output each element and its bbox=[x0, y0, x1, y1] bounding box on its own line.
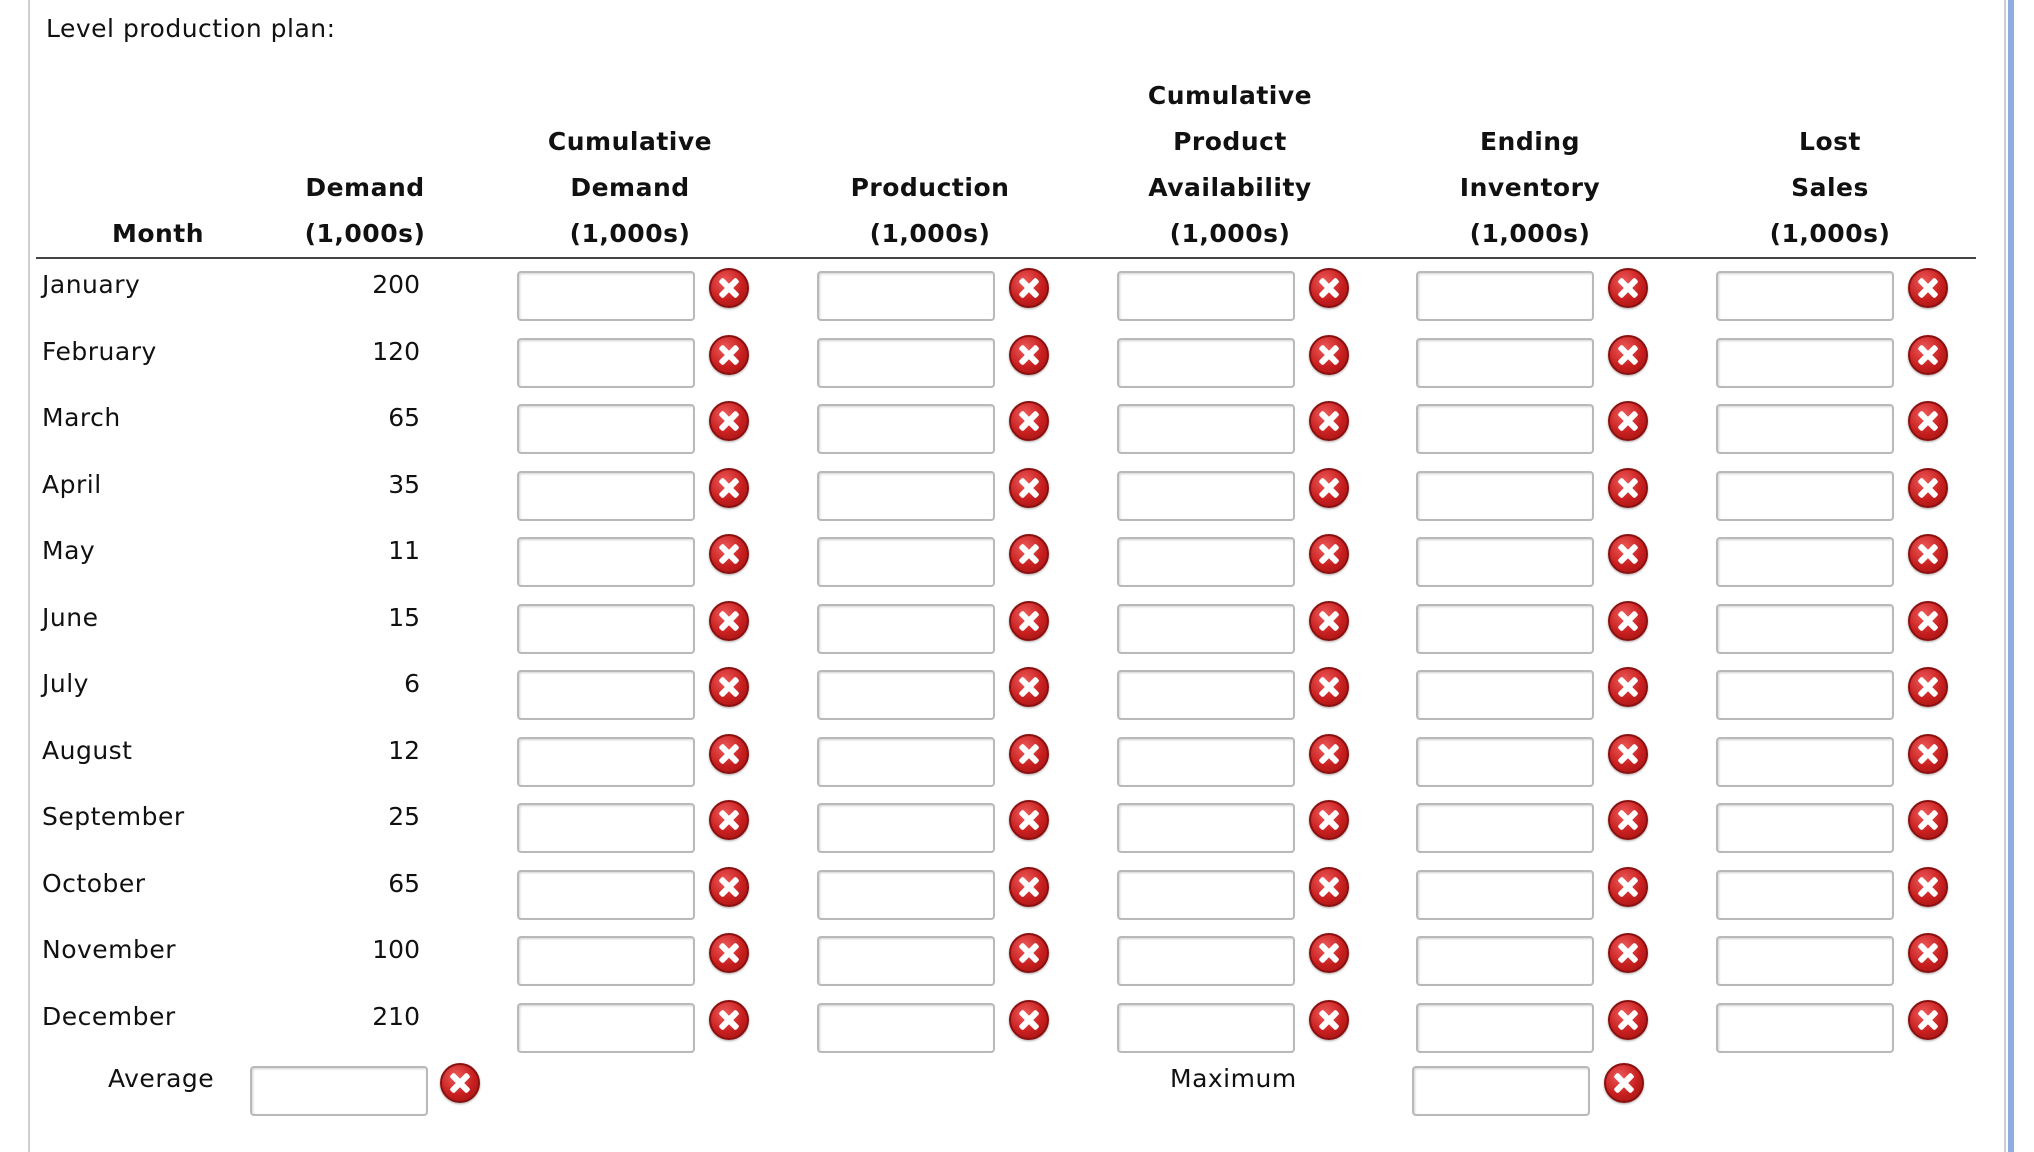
incorrect-x-icon bbox=[1608, 335, 1648, 375]
demand-value: 210 bbox=[372, 1002, 420, 1031]
demand-value: 15 bbox=[388, 603, 420, 632]
incorrect-x-icon bbox=[1908, 401, 1948, 441]
lost-sales-input[interactable] bbox=[1716, 537, 1894, 587]
incorrect-x-icon bbox=[1009, 734, 1049, 774]
ending-inventory-input[interactable] bbox=[1416, 737, 1594, 787]
incorrect-x-icon bbox=[709, 268, 749, 308]
lost-sales-input[interactable] bbox=[1716, 870, 1894, 920]
incorrect-x-icon bbox=[1908, 734, 1948, 774]
cumulative-availability-input[interactable] bbox=[1117, 271, 1295, 321]
cumulative-demand-input[interactable] bbox=[517, 870, 695, 920]
incorrect-x-icon bbox=[1908, 800, 1948, 840]
incorrect-x-icon bbox=[1608, 667, 1648, 707]
production-input[interactable] bbox=[817, 803, 995, 853]
ending-inventory-input[interactable] bbox=[1416, 670, 1594, 720]
header-month: Month bbox=[111, 219, 205, 248]
lost-sales-input[interactable] bbox=[1716, 338, 1894, 388]
production-input[interactable] bbox=[817, 1003, 995, 1053]
incorrect-x-icon bbox=[709, 800, 749, 840]
incorrect-x-icon bbox=[709, 734, 749, 774]
demand-value: 35 bbox=[388, 470, 420, 499]
incorrect-x-icon bbox=[1009, 401, 1049, 441]
incorrect-x-icon bbox=[1908, 601, 1948, 641]
incorrect-x-icon bbox=[1608, 1000, 1648, 1040]
cumulative-availability-input[interactable] bbox=[1117, 936, 1295, 986]
incorrect-x-icon bbox=[709, 601, 749, 641]
incorrect-x-icon bbox=[1309, 1000, 1349, 1040]
incorrect-x-icon bbox=[1309, 335, 1349, 375]
incorrect-x-icon bbox=[1009, 601, 1049, 641]
incorrect-x-icon bbox=[1608, 401, 1648, 441]
cumulative-availability-input[interactable] bbox=[1117, 537, 1295, 587]
month-label: January bbox=[42, 270, 141, 299]
incorrect-x-icon bbox=[1009, 468, 1049, 508]
cumulative-demand-input[interactable] bbox=[517, 537, 695, 587]
ending-inventory-input[interactable] bbox=[1416, 936, 1594, 986]
cumulative-availability-input[interactable] bbox=[1117, 670, 1295, 720]
lost-sales-input[interactable] bbox=[1716, 670, 1894, 720]
ending-inventory-input[interactable] bbox=[1416, 338, 1594, 388]
incorrect-x-icon bbox=[1309, 667, 1349, 707]
incorrect-x-icon bbox=[709, 335, 749, 375]
incorrect-x-icon bbox=[1309, 534, 1349, 574]
incorrect-x-icon bbox=[709, 933, 749, 973]
lost-sales-input[interactable] bbox=[1716, 803, 1894, 853]
incorrect-x-icon bbox=[1608, 534, 1648, 574]
incorrect-x-icon bbox=[1908, 335, 1948, 375]
month-label: December bbox=[42, 1002, 176, 1031]
average-demand-input[interactable] bbox=[250, 1066, 428, 1116]
panel-title: Level production plan: bbox=[46, 14, 336, 43]
demand-value: 100 bbox=[372, 935, 420, 964]
production-input[interactable] bbox=[817, 936, 995, 986]
header-cumulative-demand: Cumulative Demand (1,000s) bbox=[547, 127, 713, 248]
incorrect-x-icon bbox=[1908, 867, 1948, 907]
cumulative-availability-input[interactable] bbox=[1117, 870, 1295, 920]
cumulative-demand-input[interactable] bbox=[517, 670, 695, 720]
maximum-inventory-input[interactable] bbox=[1412, 1066, 1590, 1116]
incorrect-x-icon bbox=[709, 1000, 749, 1040]
incorrect-x-icon bbox=[1608, 601, 1648, 641]
incorrect-x-icon bbox=[1309, 601, 1349, 641]
incorrect-x-icon bbox=[1309, 867, 1349, 907]
incorrect-x-icon bbox=[1009, 667, 1049, 707]
demand-value: 25 bbox=[388, 802, 420, 831]
ending-inventory-input[interactable] bbox=[1416, 604, 1594, 654]
incorrect-x-icon bbox=[1908, 268, 1948, 308]
cumulative-availability-input[interactable] bbox=[1117, 737, 1295, 787]
right-scroll-accent bbox=[2008, 0, 2014, 1152]
header-divider bbox=[36, 257, 1976, 259]
month-label: June bbox=[42, 603, 99, 632]
incorrect-x-icon bbox=[1908, 667, 1948, 707]
lost-sales-input[interactable] bbox=[1716, 404, 1894, 454]
incorrect-x-icon bbox=[709, 867, 749, 907]
maximum-label: Maximum bbox=[1170, 1064, 1297, 1093]
production-input[interactable] bbox=[817, 870, 995, 920]
cumulative-demand-input[interactable] bbox=[517, 803, 695, 853]
incorrect-x-icon bbox=[1309, 268, 1349, 308]
production-input[interactable] bbox=[817, 737, 995, 787]
demand-value: 65 bbox=[388, 403, 420, 432]
month-label: November bbox=[42, 935, 177, 964]
cumulative-demand-input[interactable] bbox=[517, 1003, 695, 1053]
incorrect-x-icon bbox=[1309, 933, 1349, 973]
incorrect-x-icon bbox=[709, 468, 749, 508]
month-label: September bbox=[42, 802, 185, 831]
demand-value: 12 bbox=[388, 736, 420, 765]
production-input[interactable] bbox=[817, 338, 995, 388]
ending-inventory-input[interactable] bbox=[1416, 1003, 1594, 1053]
incorrect-x-icon bbox=[709, 401, 749, 441]
incorrect-x-icon bbox=[1908, 468, 1948, 508]
incorrect-x-icon bbox=[1009, 867, 1049, 907]
cumulative-demand-input[interactable] bbox=[517, 737, 695, 787]
incorrect-x-icon bbox=[709, 667, 749, 707]
lost-sales-input[interactable] bbox=[1716, 1003, 1894, 1053]
incorrect-x-icon bbox=[1009, 1000, 1049, 1040]
demand-value: 200 bbox=[372, 270, 420, 299]
ending-inventory-input[interactable] bbox=[1416, 537, 1594, 587]
incorrect-x-icon bbox=[1608, 468, 1648, 508]
incorrect-x-icon bbox=[1009, 335, 1049, 375]
month-label: July bbox=[42, 669, 89, 698]
month-label: February bbox=[42, 337, 157, 366]
cumulative-availability-input[interactable] bbox=[1117, 604, 1295, 654]
incorrect-x-icon bbox=[1309, 734, 1349, 774]
header-demand: Demand (1,000s) bbox=[304, 173, 426, 248]
cumulative-demand-input[interactable] bbox=[517, 271, 695, 321]
lost-sales-input[interactable] bbox=[1716, 471, 1894, 521]
incorrect-x-icon bbox=[1309, 468, 1349, 508]
incorrect-x-icon bbox=[1608, 734, 1648, 774]
average-label: Average bbox=[108, 1064, 215, 1093]
production-input[interactable] bbox=[817, 537, 995, 587]
month-label: March bbox=[42, 403, 121, 432]
header-cumulative-availability: Cumulative Product Availability (1,000s) bbox=[1147, 81, 1313, 248]
incorrect-x-icon bbox=[1908, 534, 1948, 574]
month-label: August bbox=[42, 736, 133, 765]
lost-sales-input[interactable] bbox=[1716, 604, 1894, 654]
cumulative-demand-input[interactable] bbox=[517, 404, 695, 454]
incorrect-x-icon bbox=[1309, 800, 1349, 840]
production-input[interactable] bbox=[817, 604, 995, 654]
cumulative-availability-input[interactable] bbox=[1117, 1003, 1295, 1053]
cumulative-demand-input[interactable] bbox=[517, 471, 695, 521]
cumulative-demand-input[interactable] bbox=[517, 936, 695, 986]
ending-inventory-input[interactable] bbox=[1416, 471, 1594, 521]
incorrect-x-icon bbox=[1009, 933, 1049, 973]
cumulative-demand-input[interactable] bbox=[517, 604, 695, 654]
ending-inventory-input[interactable] bbox=[1416, 271, 1594, 321]
month-label: May bbox=[42, 536, 96, 565]
cumulative-availability-input[interactable] bbox=[1117, 338, 1295, 388]
header-lost-sales: Lost Sales (1,000s) bbox=[1769, 127, 1891, 248]
incorrect-x-icon bbox=[1608, 268, 1648, 308]
incorrect-x-icon bbox=[1908, 1000, 1948, 1040]
cumulative-availability-input[interactable] bbox=[1117, 471, 1295, 521]
demand-value: 65 bbox=[388, 869, 420, 898]
production-input[interactable] bbox=[817, 471, 995, 521]
demand-value: 6 bbox=[404, 669, 420, 698]
incorrect-x-icon bbox=[1009, 534, 1049, 574]
header-production: Production (1,000s) bbox=[850, 173, 1010, 248]
incorrect-x-icon bbox=[709, 534, 749, 574]
header-ending-inventory: Ending Inventory (1,000s) bbox=[1459, 127, 1601, 248]
incorrect-x-icon bbox=[1608, 867, 1648, 907]
ending-inventory-input[interactable] bbox=[1416, 870, 1594, 920]
incorrect-x-icon bbox=[1604, 1063, 1644, 1103]
cumulative-availability-input[interactable] bbox=[1117, 404, 1295, 454]
lost-sales-input[interactable] bbox=[1716, 737, 1894, 787]
production-input[interactable] bbox=[817, 670, 995, 720]
lost-sales-input[interactable] bbox=[1716, 936, 1894, 986]
incorrect-x-icon bbox=[440, 1063, 480, 1103]
demand-value: 120 bbox=[372, 337, 420, 366]
demand-value: 11 bbox=[388, 536, 420, 565]
incorrect-x-icon bbox=[1309, 401, 1349, 441]
cumulative-availability-input[interactable] bbox=[1117, 803, 1295, 853]
month-label: April bbox=[42, 470, 102, 499]
lost-sales-input[interactable] bbox=[1716, 271, 1894, 321]
month-label: October bbox=[42, 869, 146, 898]
ending-inventory-input[interactable] bbox=[1416, 803, 1594, 853]
incorrect-x-icon bbox=[1009, 800, 1049, 840]
production-input[interactable] bbox=[817, 271, 995, 321]
incorrect-x-icon bbox=[1608, 800, 1648, 840]
incorrect-x-icon bbox=[1608, 933, 1648, 973]
incorrect-x-icon bbox=[1009, 268, 1049, 308]
incorrect-x-icon bbox=[1908, 933, 1948, 973]
production-input[interactable] bbox=[817, 404, 995, 454]
cumulative-demand-input[interactable] bbox=[517, 338, 695, 388]
ending-inventory-input[interactable] bbox=[1416, 404, 1594, 454]
